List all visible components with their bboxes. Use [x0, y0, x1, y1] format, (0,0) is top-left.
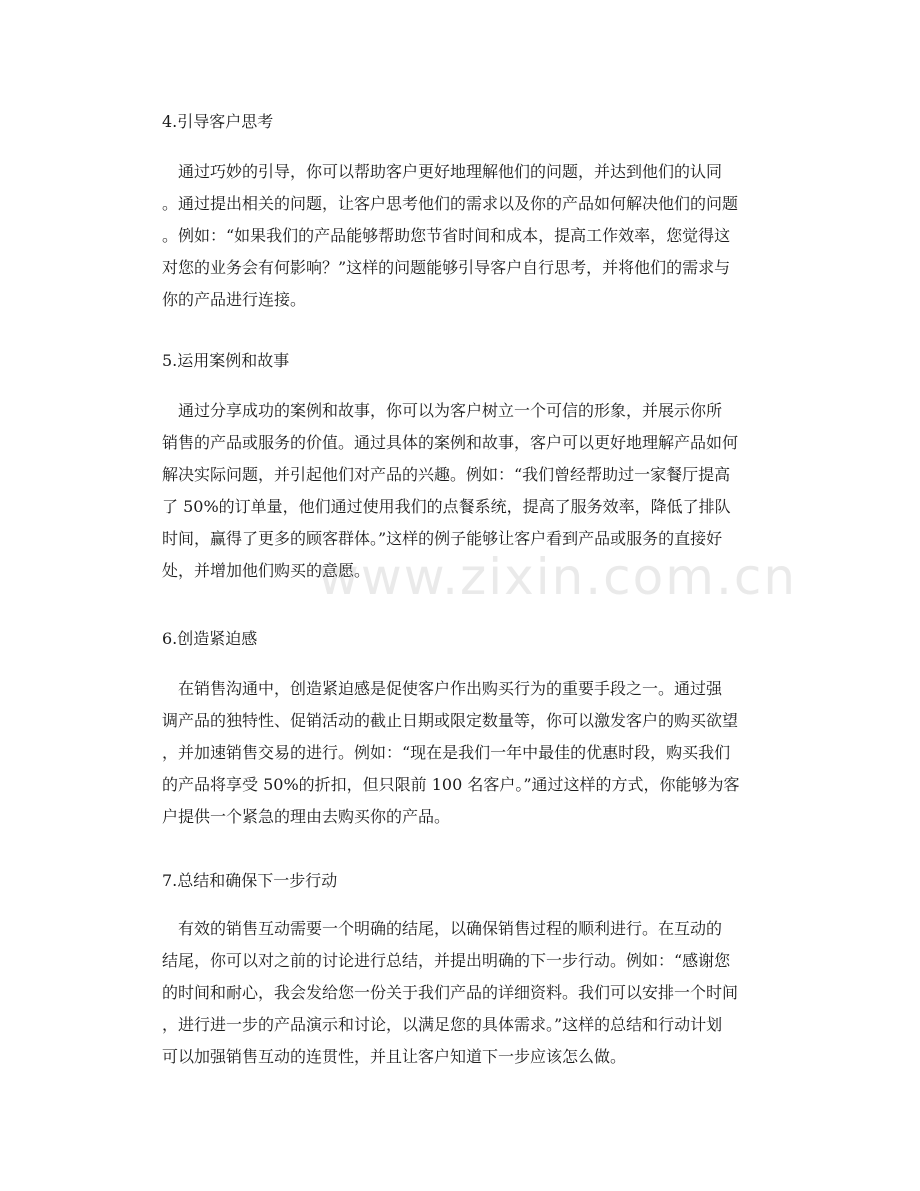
paragraph-line: 的时间和耐心，我会发给您一份关于我们产品的详细资料。我们可以安排一个时间 — [162, 983, 739, 1002]
section-paragraph — [162, 156, 762, 316]
paragraph-line: ，并加速销售交易的进行。例如：“现在是我们一年中最佳的优惠时段，购买我们 — [162, 743, 731, 762]
paragraph-line: 通过分享成功的案例和故事，你可以为客户树立一个可信的形象，并展示你所 — [162, 401, 723, 420]
section-paragraph — [162, 395, 762, 587]
paragraph-line: 。例如：“如果我们的产品能够帮助您节省时间和成本，提高工作效率，您觉得这 — [162, 226, 731, 245]
section-paragraph — [162, 913, 762, 1073]
paragraph-line: 有效的销售互动需要一个明确的结尾，以确保销售过程的顺利进行。在互动的 — [162, 919, 723, 938]
section-heading: 6.创造紧迫感 — [162, 629, 258, 648]
paragraph-line: 了 50%的订单量，他们通过使用我们的点餐系统，提高了服务效率，降低了排队 — [162, 497, 731, 516]
watermark: www.zixin.com.cn — [318, 548, 798, 606]
paragraph-line: ，进行进一步的产品演示和讨论，以满足您的具体需求。”这样的总结和行动计划 — [162, 1015, 723, 1034]
section-paragraph — [162, 673, 762, 833]
paragraph-line: 你的产品进行连接。 — [162, 290, 307, 309]
paragraph-line: 时间，赢得了更多的顾客群体。”这样的例子能够让客户看到产品或服务的直接好 — [162, 529, 723, 548]
paragraph-line: 对您的业务会有何影响？”这样的问题能够引导客户自行思考，并将他们的需求与 — [162, 258, 731, 277]
paragraph-line: 可以加强销售互动的连贯性，并且让客户知道下一步应该怎么做。 — [162, 1047, 627, 1066]
paragraph-line: 解决实际问题，并引起他们对产品的兴趣。例如：“我们曾经帮助过一家餐厅提高 — [162, 465, 731, 484]
paragraph-line: 调产品的独特性、促销活动的截止日期或限定数量等，你可以激发客户的购买欲望 — [162, 711, 739, 730]
paragraph-line: 在销售沟通中，创造紧迫感是促使客户作出购买行为的重要手段之一。通过强 — [162, 679, 723, 698]
paragraph-line: 销售的产品或服务的价值。通过具体的案例和故事，客户可以更好地理解产品如何 — [162, 433, 739, 452]
paragraph-line: 。通过提出相关的问题，让客户思考他们的需求以及你的产品如何解决他们的问题 — [162, 194, 739, 213]
paragraph-line: 处，并增加他们购买的意愿。 — [162, 561, 371, 580]
paragraph-line: 结尾，你可以对之前的讨论进行总结，并提出明确的下一步行动。例如：“感谢您 — [162, 951, 731, 970]
section-heading: 4.引导客户思考 — [162, 112, 274, 131]
section-heading: 5.运用案例和故事 — [162, 351, 290, 370]
section-heading: 7.总结和确保下一步行动 — [162, 871, 338, 890]
paragraph-line: 通过巧妙的引导，你可以帮助客户更好地理解他们的问题，并达到他们的认同 — [162, 162, 723, 181]
paragraph-line: 的产品将享受 50%的折扣，但只限前 100 名客户。”通过这样的方式，你能够为客 — [162, 775, 740, 794]
paragraph-line: 户提供一个紧急的理由去购买你的产品。 — [162, 807, 451, 826]
